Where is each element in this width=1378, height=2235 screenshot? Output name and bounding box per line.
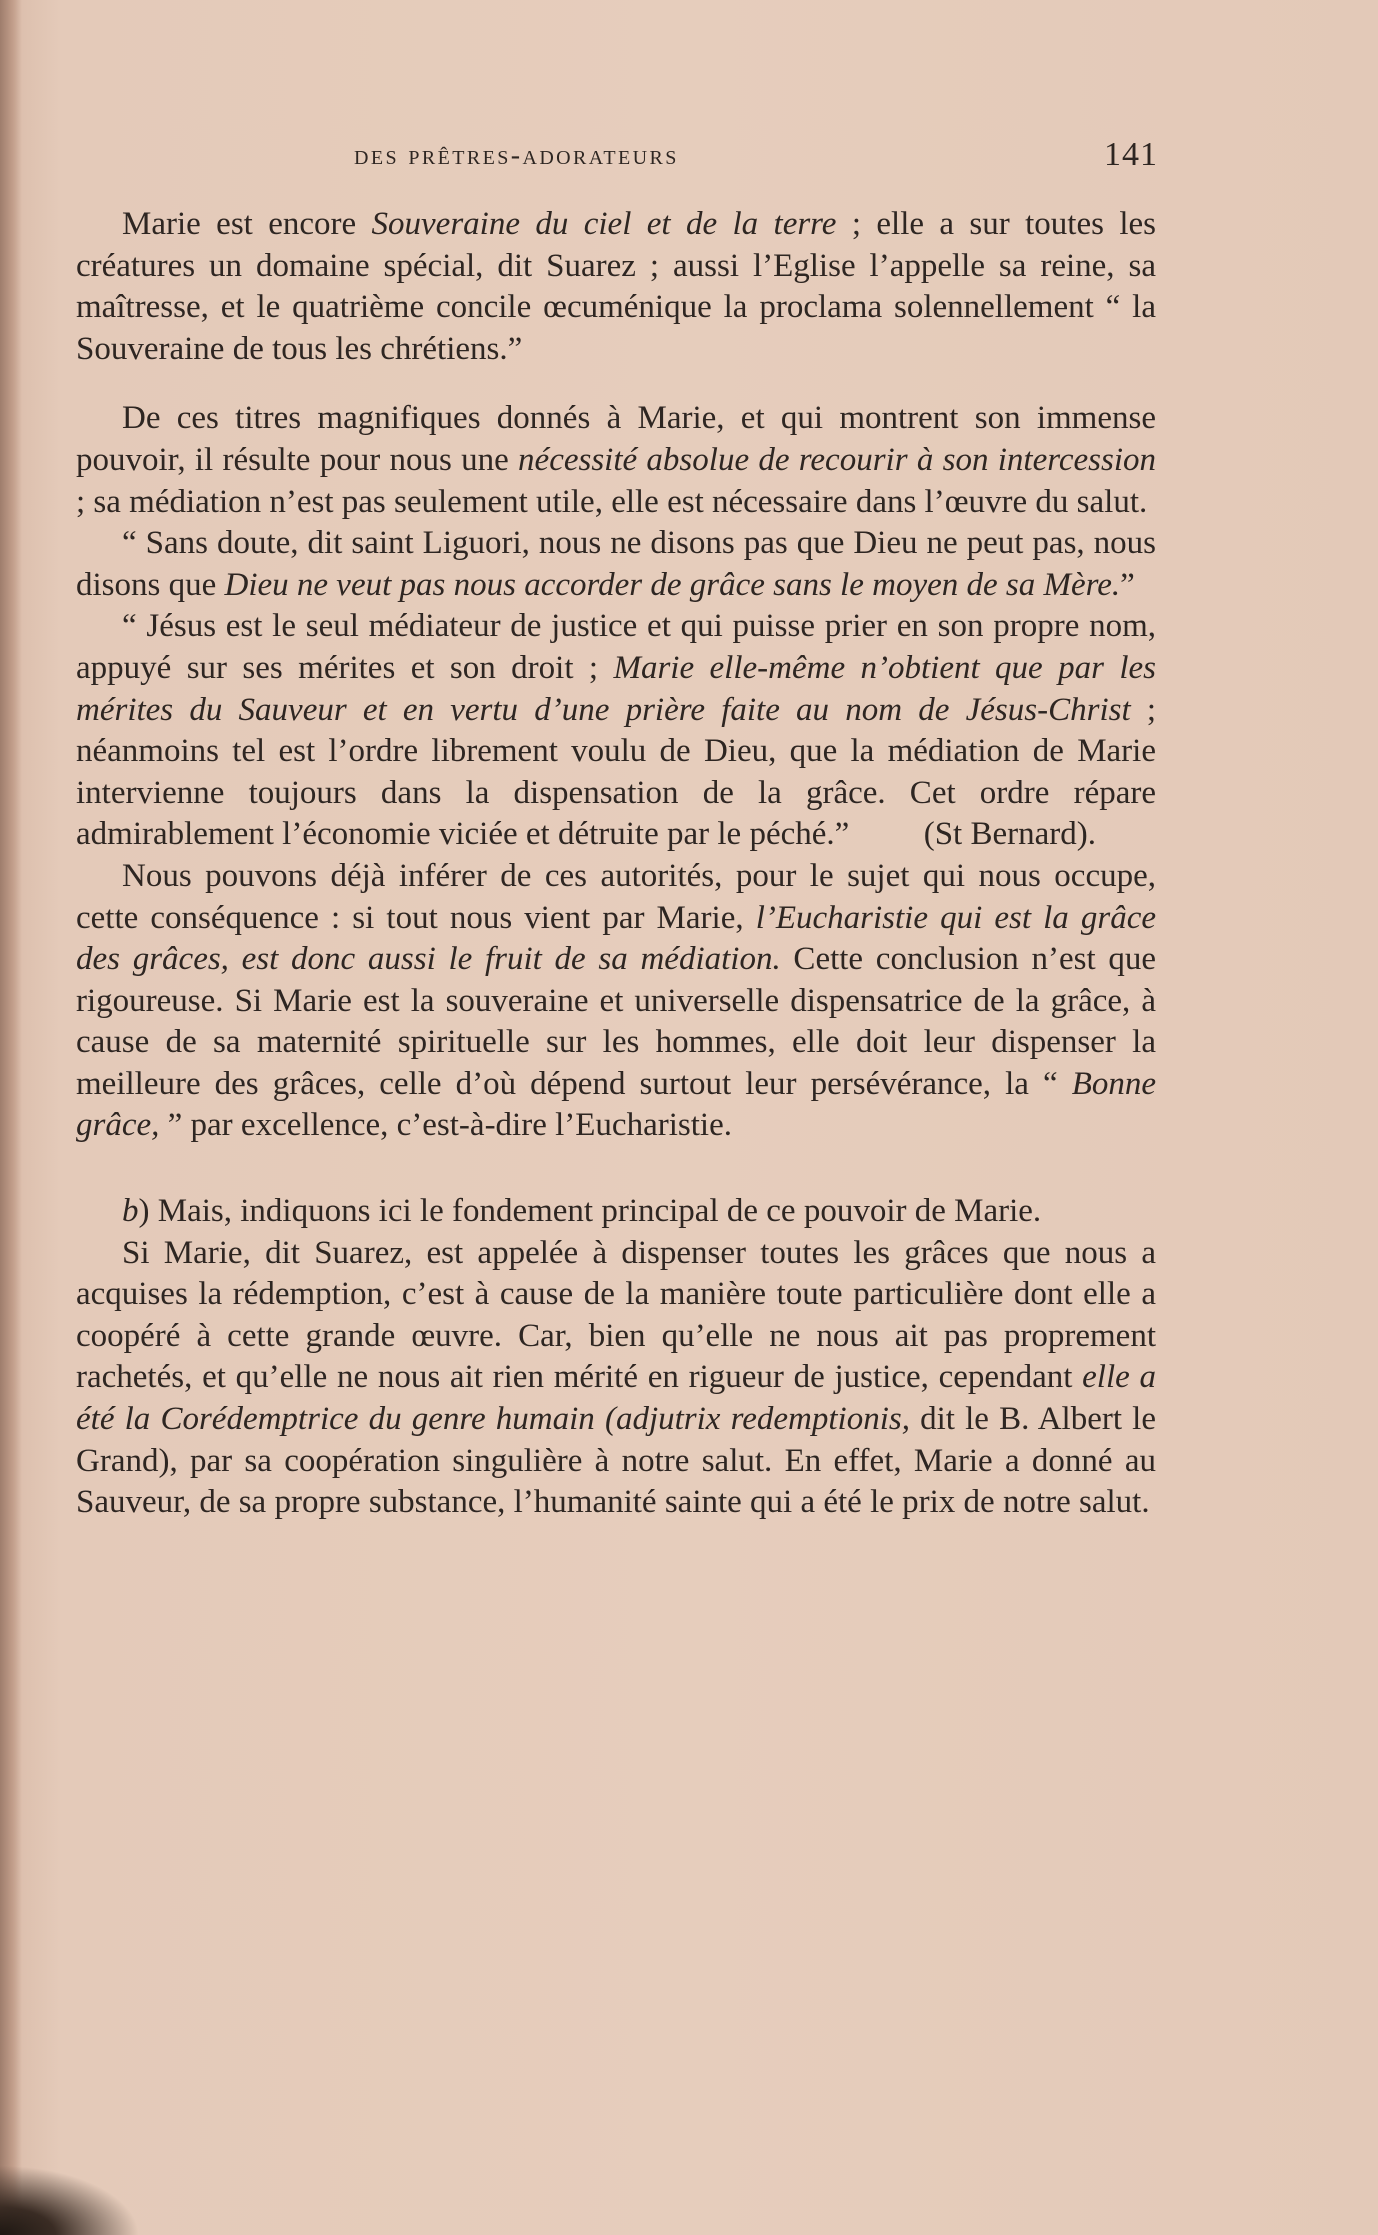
text-run: Cette conclusion n’est que rigoureuse. Si Marie est la souveraine et universelle dispensatrice de la grâce, à cause de sa maternité spirituelle sur les hommes, elle doit leur dispenser la meilleure des grâces, celle d’où dépend surtout leur persévérance, la “ — [76, 941, 1156, 1102]
paragraph-7 — [76, 1233, 1156, 1524]
page-header — [76, 128, 1156, 188]
text-run: Marie est encore — [122, 206, 372, 242]
book-spine-shadow — [0, 0, 22, 2235]
text-run: ” par excellence, c’est-à-dire l’Eucharistie. — [159, 1107, 732, 1144]
text-run: Si Marie, dit Suarez, est appelée à dispenser toutes les grâces que nous a acquises la rédemption, c’est à cause de la manière toute particulière dont elle a coopéré à cette grande œuvre. Car, bien qu’elle ne nous ait pas proprement rachetés, et qu’elle ne nous ait rien mérité en rigueur de justice, cependant — [76, 1234, 1156, 1396]
italic-run: elle a été la Corédemptrice du genre humain (adjutrix redemptionis, — [76, 1359, 1156, 1438]
paragraph-2 — [76, 398, 1156, 523]
body-text — [76, 204, 1156, 1524]
page-number: 141 — [1104, 136, 1158, 173]
italic-run: nécessité absolue de recourir à son intercession — [518, 441, 1156, 478]
italic-run: Bonne grâce, — [76, 1065, 1156, 1144]
text-run: ” — [1120, 566, 1135, 603]
paragraph-6 — [76, 1191, 1156, 1233]
italic-run: Souveraine du ciel et de la terre — [371, 206, 837, 242]
paragraph-3 — [76, 523, 1156, 606]
text-run: “ Jésus est le seul médiateur de justice et qui puisse prier en son propre nom, appuyé sur ses mérites et son droit ; — [76, 608, 1156, 686]
italic-run: l’Eucharistie qui est la grâce des grâces, est donc aussi le fruit de sa médiation. — [76, 899, 1156, 978]
text-run: ; sa médiation n’est pas seulement utile, elle est nécessaire dans l’œuvre du salut. — [76, 483, 1148, 520]
section-letter: b — [122, 1193, 139, 1230]
italic-run: Marie elle-même n’obtient que par les mérites du Sauveur et en vertu d’une prière faite au nom de Jésus-Christ — [76, 649, 1156, 728]
text-run: Nous pouvons déjà inférer de ces autorités, pour le sujet qui nous occupe, cette conséquence : si tout nous vient par Marie, — [76, 857, 1156, 936]
text-run: ; elle a sur toutes les créatures un domaine spécial, dit Suarez ; aussi l’Eglise l’appelle sa reine, sa maîtresse, et le quatrième concile œcuménique la proclama solennellement “ la Souveraine de tous les chrétiens.” — [76, 206, 1156, 367]
corner-shadow — [0, 2165, 140, 2235]
paragraph-4 — [76, 606, 1156, 856]
running-title: des prêtres-adorateurs — [354, 140, 679, 171]
text-run: De ces titres magnifiques donnés à Marie, et qui montrent son immense pouvoir, il résulte pour nous une — [76, 400, 1156, 478]
text-run: “ Sans doute, dit saint Liguori, nous ne disons pas que Dieu ne peut pas, nous disons que — [76, 525, 1156, 603]
paragraph-1 — [76, 204, 1156, 370]
text-run: ; néanmoins tel est l’ordre librement voulu de Dieu, que la médiation de Marie intervienne toujours dans la dispensation de la grâce. Cet ordre répare admirablement l’économie viciée et détruite par le péché.” — [76, 691, 1156, 853]
citation: (St Bernard). — [923, 816, 1096, 853]
italic-run: Dieu ne veut pas nous accorder de grâce sans le moyen de sa Mère. — [224, 566, 1121, 603]
text-run: dit le B. Albert le Grand), par sa coopération singulière à notre salut. En effet, Marie a donné au Sauveur, de sa propre substance, l’humanité sainte qui a été le prix de notre salut. — [76, 1401, 1156, 1521]
text-run: ) Mais, indiquons ici le fondement principal de ce pouvoir de Marie. — [138, 1193, 1042, 1230]
paragraph-5 — [76, 856, 1156, 1147]
